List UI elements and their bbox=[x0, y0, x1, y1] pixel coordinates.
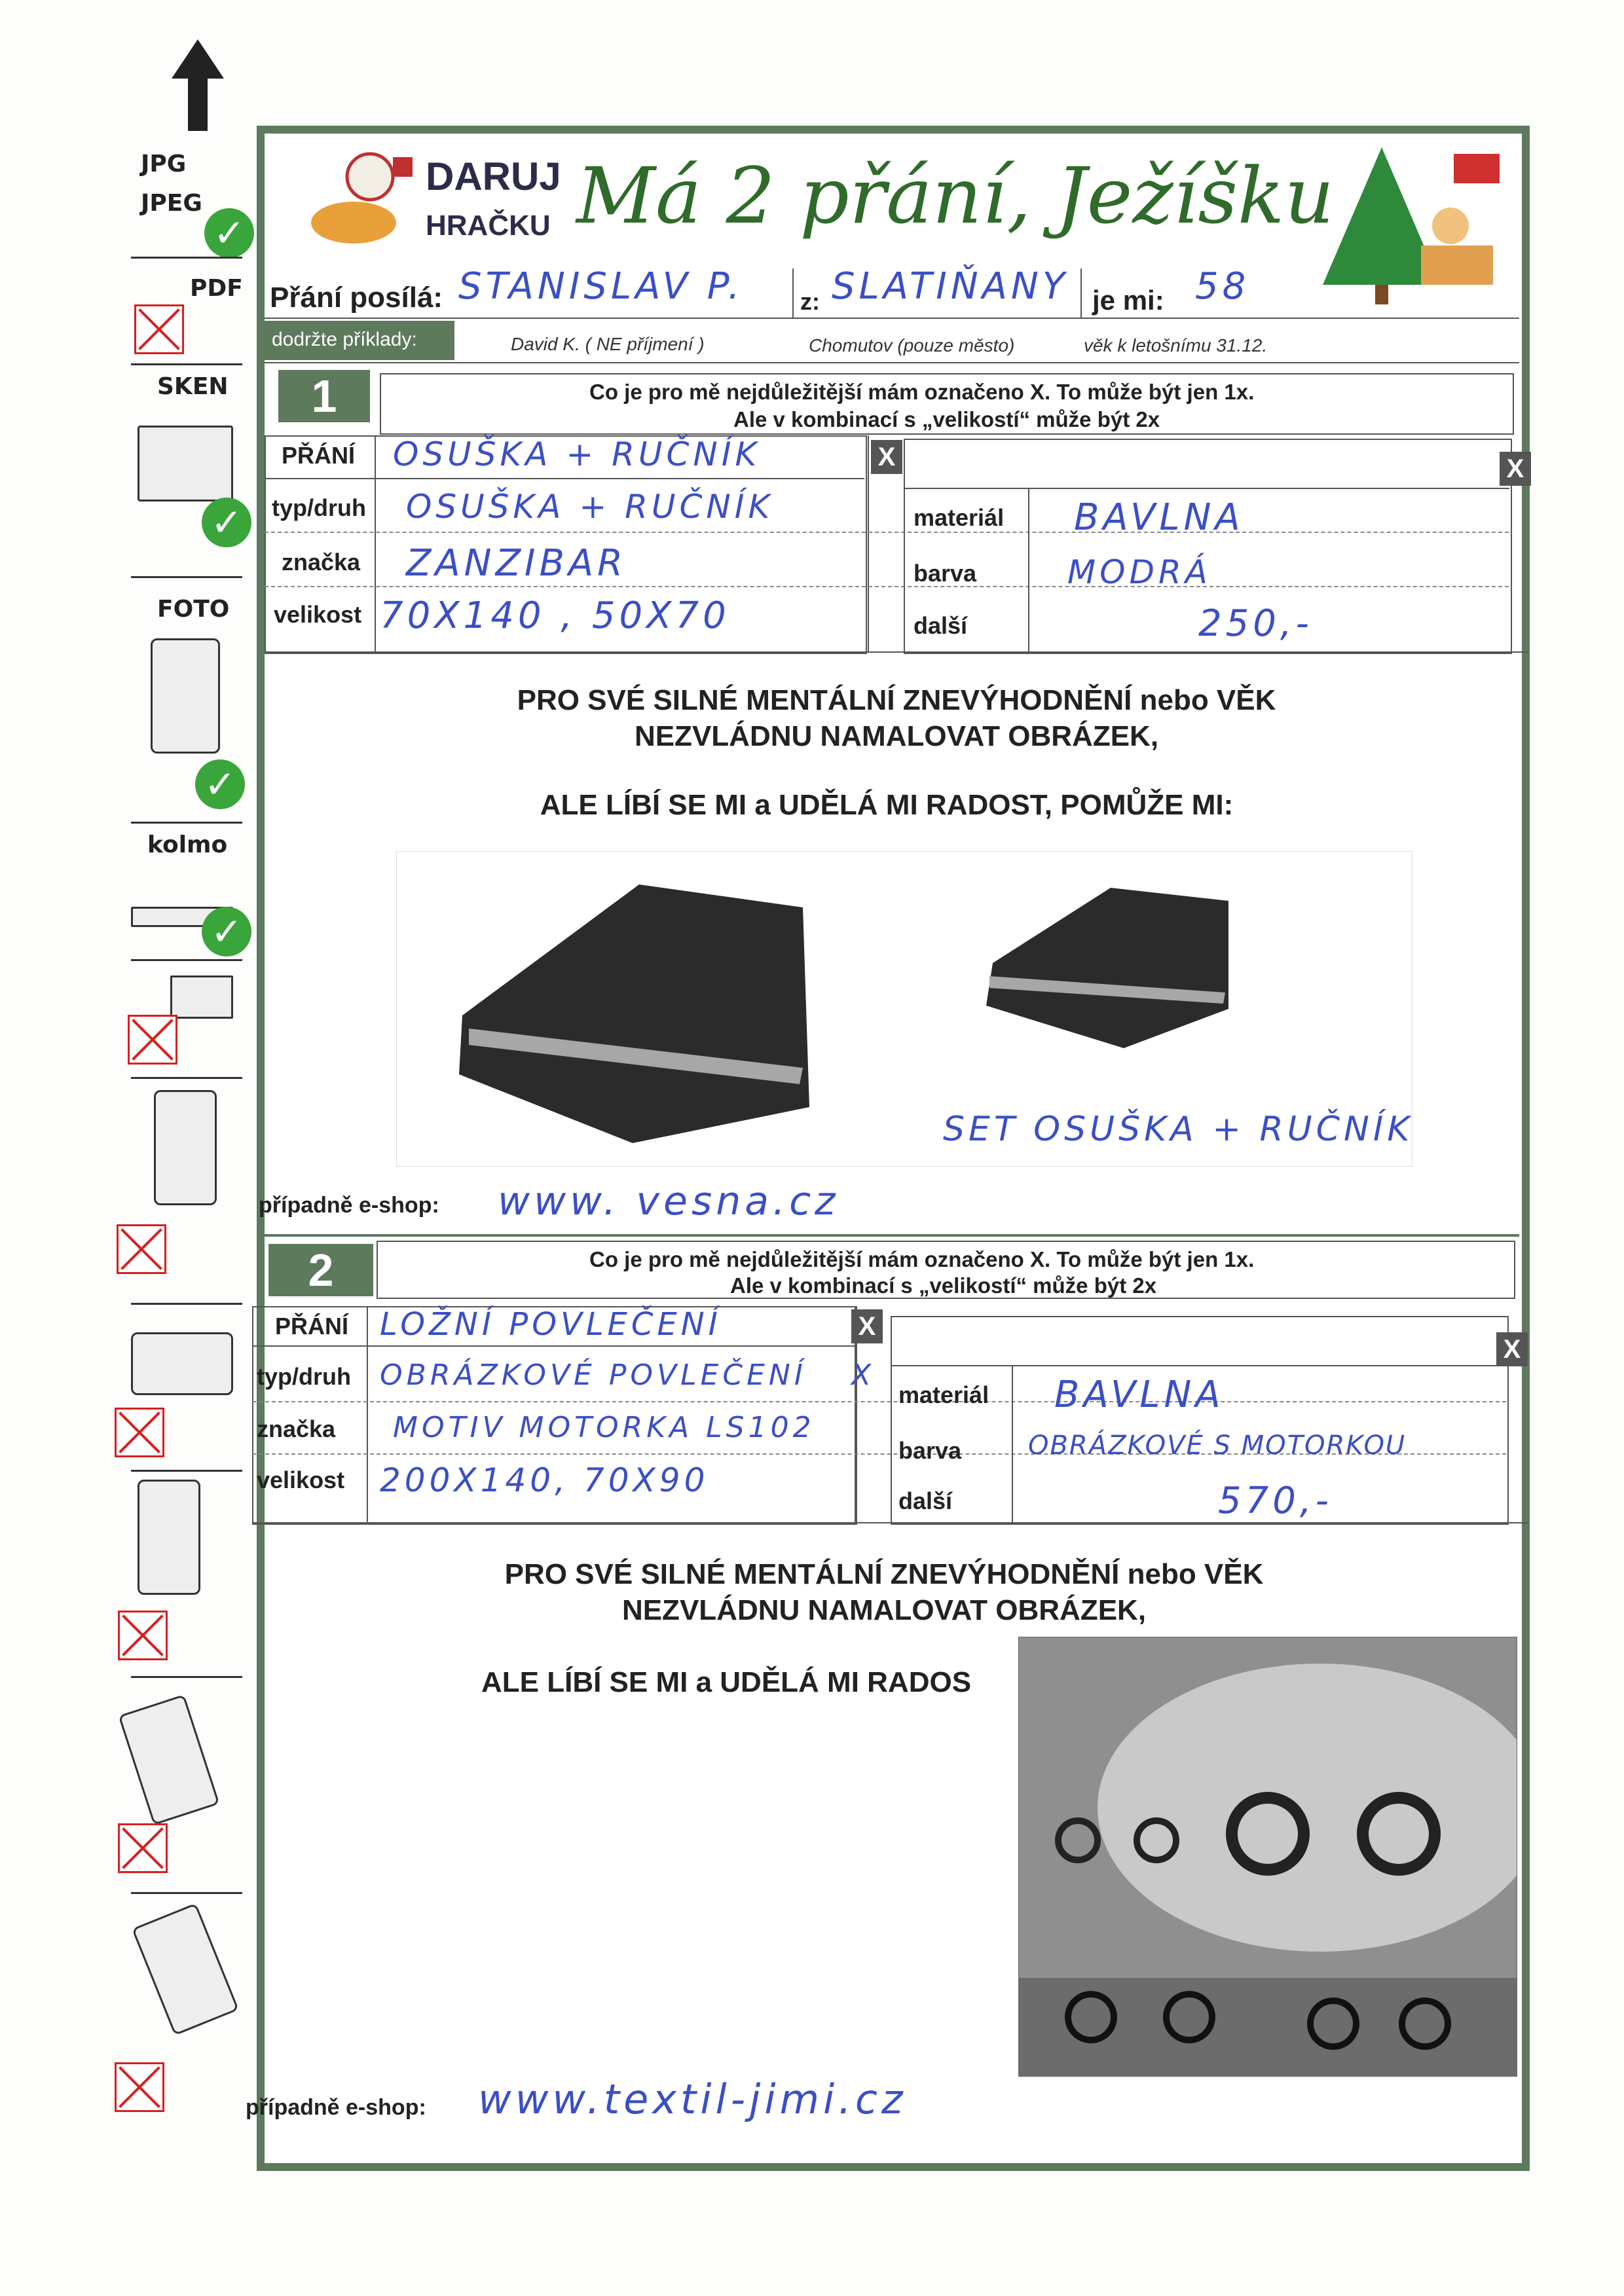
wish1-instruction-line2: Ale v kombinací s „velikostí“ může být 2x bbox=[733, 407, 1160, 431]
wish1-notice-line2: NEZVLÁDNU NAMALOVAT OBRÁZEK, bbox=[634, 720, 1159, 752]
sken-check-icon: ✓ bbox=[202, 498, 251, 547]
sidebar-divider bbox=[131, 576, 242, 578]
sidebar-divider bbox=[131, 1077, 242, 1079]
phone-landscape-icon bbox=[131, 1332, 233, 1395]
wish2-typ-mark[interactable]: X bbox=[851, 1358, 876, 1392]
wish2-material-label: materiál bbox=[898, 1381, 989, 1408]
phone-tilted-icon bbox=[154, 1090, 217, 1205]
wish1-prani-x[interactable]: X bbox=[871, 440, 902, 474]
sender-label: Přání posílá: bbox=[270, 282, 443, 314]
wish2-typ-label: typ/druh bbox=[257, 1363, 351, 1390]
wish2-eshop-value[interactable]: www.textil-jimi.cz bbox=[478, 2075, 907, 2123]
wish2-dalsi-value[interactable]: 570,- bbox=[1218, 1480, 1333, 1522]
wish2-dalsi-label: další bbox=[898, 1487, 953, 1514]
rotated2-cross-icon bbox=[115, 2062, 164, 2112]
wish1-material-label: materiál bbox=[913, 504, 1005, 531]
city-label: z: bbox=[800, 288, 820, 315]
wish1-material-value[interactable]: BAVLNA bbox=[1074, 496, 1244, 539]
logo-hracku: HRAČKU bbox=[426, 210, 551, 242]
wish1-velikost-label: velikost bbox=[274, 601, 362, 628]
sidebar-divider bbox=[131, 1892, 242, 1894]
wish2-prani-label: PŘÁNÍ bbox=[275, 1313, 349, 1339]
wish2-barva-value[interactable]: OBRÁZKOVÉ S MOTORKOU bbox=[1028, 1430, 1407, 1461]
age-label: je mi: bbox=[1092, 285, 1164, 316]
sidebar-divider bbox=[131, 363, 242, 365]
wish1-prani-label: PŘÁNÍ bbox=[282, 442, 356, 469]
format-sken-label: SKEN bbox=[157, 373, 229, 400]
wish2-notice-line3: ALE LÍBÍ SE MI a UDĚLÁ MI RADOS bbox=[481, 1666, 972, 1698]
phone-rotated-icon bbox=[118, 1694, 219, 1825]
small-cross-icon bbox=[118, 1611, 168, 1660]
sidebar-divider bbox=[131, 1470, 242, 1472]
format-foto-label: FOTO bbox=[157, 596, 230, 623]
wish2-velikost-label: velikost bbox=[257, 1467, 345, 1493]
wish1-prani-value[interactable]: OSUŠKA + RUČNÍK bbox=[393, 435, 761, 473]
example-age: věk k letošnímu 31.12. bbox=[1084, 335, 1268, 355]
wish2-eshop-label: případně e-shop: bbox=[246, 2095, 426, 2120]
sidebar-divider bbox=[131, 257, 242, 259]
wish1-dalsi-label: další bbox=[913, 612, 968, 639]
format-pdf-label: PDF bbox=[190, 275, 243, 302]
kolmo-check-icon: ✓ bbox=[202, 907, 251, 957]
wish2-material-value[interactable]: BAVLNA bbox=[1054, 1374, 1225, 1416]
angled-cross-icon bbox=[128, 1015, 177, 1065]
sidebar-divider bbox=[131, 1676, 242, 1678]
foto-check-icon: ✓ bbox=[195, 759, 245, 809]
wish2-velikost-value[interactable]: 200X140, 70X90 bbox=[380, 1461, 709, 1499]
logo-daruj: DARUJ bbox=[426, 155, 561, 198]
city-value[interactable]: SLATIŇANY bbox=[832, 265, 1069, 308]
wish1-notice-line3: ALE LÍBÍ SE MI a UDĚLÁ MI RADOST, POMŮŽE MI: bbox=[540, 789, 1234, 821]
wish1-velikost-value[interactable]: 70X140 , 50X70 bbox=[380, 594, 730, 637]
phone-rotated2-icon bbox=[132, 1903, 239, 2036]
format-jpg-label: JPG bbox=[141, 151, 187, 177]
jpeg-check-icon: ✓ bbox=[204, 208, 254, 258]
wish2-notice-line1: PRO SVÉ SILNÉ MENTÁLNÍ ZNEVÝHODNĚNÍ nebo VĚK bbox=[504, 1558, 1264, 1590]
sender-value[interactable]: STANISLAV P. bbox=[458, 265, 744, 308]
wish1-dalsi-value[interactable]: 250,- bbox=[1198, 602, 1313, 645]
wish2-barva-label: barva bbox=[898, 1437, 962, 1464]
wish1-instruction-line1: Co je pro mě nejdůležitější mám označeno X. To může být jen 1x. bbox=[589, 380, 1255, 404]
page-title: Má 2 přání, Ježíšku bbox=[576, 151, 1335, 241]
wish1-right-x[interactable]: X bbox=[1500, 452, 1531, 486]
wish2-instruction-line1: Co je pro mě nejdůležitější mám označeno X. To může být jen 1x. bbox=[589, 1247, 1255, 1271]
example-city: Chomutov (pouze město) bbox=[809, 335, 1015, 355]
wish2-instruction-line2: Ale v kombinací s „velikostí“ může být 2x bbox=[730, 1273, 1157, 1298]
wish2-prani-x[interactable]: X bbox=[851, 1309, 883, 1343]
format-jpeg-label: JPEG bbox=[141, 190, 202, 217]
angled-photo-icon bbox=[170, 975, 233, 1019]
wish2-znacka-label: značka bbox=[257, 1415, 336, 1442]
age-value[interactable]: 58 bbox=[1195, 265, 1250, 308]
wish2-bedding-photo bbox=[1018, 1637, 1517, 2077]
wish1-notice-line1: PRO SVÉ SILNÉ MENTÁLNÍ ZNEVÝHODNĚNÍ nebo VĚK bbox=[517, 684, 1276, 716]
examples-label: dodržte příklady: bbox=[272, 329, 417, 350]
wish1-typ-value[interactable]: OSUŠKA + RUČNÍK bbox=[406, 488, 774, 526]
wish2-notice-line2: NEZVLÁDNU NAMALOVAT OBRÁZEK, bbox=[621, 1594, 1147, 1626]
phone-small-icon bbox=[138, 1480, 200, 1595]
example-name: David K. ( NE příjmení ) bbox=[511, 334, 705, 354]
format-kolmo-label: kolmo bbox=[147, 831, 228, 858]
wish1-barva-label: barva bbox=[913, 560, 977, 587]
daruj-hracku-logo bbox=[308, 141, 561, 252]
sidebar-divider bbox=[131, 822, 242, 824]
wish1-photo-caption[interactable]: SET OSUŠKA + RUČNÍK bbox=[943, 1110, 1414, 1149]
phone-photo-icon bbox=[151, 638, 220, 754]
wish2-number: 2 bbox=[268, 1244, 373, 1296]
christmas-tree-illustration bbox=[1297, 141, 1506, 311]
wish1-number: 1 bbox=[278, 370, 370, 422]
scanner-icon bbox=[138, 426, 233, 501]
sidebar-divider bbox=[131, 1303, 242, 1305]
wish1-eshop-value[interactable]: www. vesna.cz bbox=[498, 1178, 840, 1224]
tilted-cross-icon bbox=[117, 1224, 166, 1274]
wish1-typ-label: typ/druh bbox=[272, 494, 366, 521]
pdf-cross-icon bbox=[134, 304, 184, 354]
wish1-barva-value[interactable]: MODRÁ bbox=[1067, 553, 1211, 591]
wish2-table-right bbox=[891, 1316, 1509, 1525]
wish1-eshop-label: případně e-shop: bbox=[259, 1193, 439, 1218]
upload-arrow-icon bbox=[172, 39, 224, 131]
wish2-typ-value[interactable]: OBRÁZKOVÉ POVLEČENÍ bbox=[380, 1358, 807, 1392]
rotated-cross-icon bbox=[118, 1823, 168, 1873]
wish2-prani-value[interactable]: LOŽNÍ POVLEČENÍ bbox=[380, 1306, 722, 1343]
wish2-znacka-value[interactable]: MOTIV MOTORKA LS102 bbox=[393, 1411, 815, 1444]
wish1-znacka-value[interactable]: ZANZIBAR bbox=[406, 542, 627, 585]
wish1-znacka-label: značka bbox=[282, 549, 361, 575]
sidebar-divider bbox=[131, 959, 242, 961]
landscape-cross-icon bbox=[115, 1408, 164, 1457]
wish2-right-x[interactable]: X bbox=[1496, 1332, 1528, 1366]
